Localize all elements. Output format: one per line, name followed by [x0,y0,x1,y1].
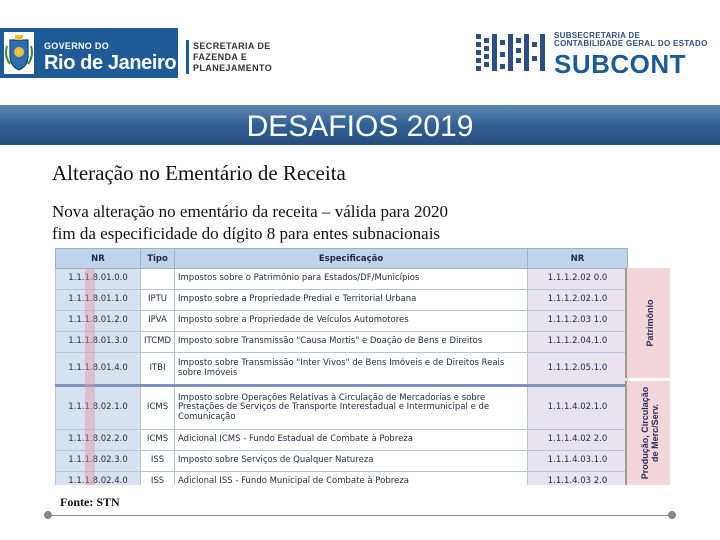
cell-especificacao: Imposto sobre Operações Relativas à Circulação de Mercadorias e sobre Prestações de Serviços de Transporte Interestadual e Intermunicipal e de Comunicação [175,386,528,430]
header-nr-new: NR [528,249,628,269]
table-row [56,311,628,332]
cell-tipo: IPTU [141,290,175,311]
secretaria-line3: PLANEJAMENTO [193,63,273,73]
secretaria-logo [186,40,276,74]
table-row [56,451,628,472]
cell-especificacao: Imposto sobre Transmissão "Inter Vivos" de Bens Imóveis e de Direitos Reais sobre Imóveis [175,353,528,386]
cell-nr: 1.1.1.8.01.1.0 [56,290,141,311]
cell-nr: 1.1.1.8.02.2.0 [56,430,141,451]
gov-label: GOVERNO DO [44,41,110,51]
cell-nr-new: 1.1.1.2.02 0.0 [528,269,628,290]
cell-nr: 1.1.1.8.02.4.0 [56,472,141,486]
cell-nr: 1.1.1.8.02.1.0 [56,386,141,430]
cell-especificacao: Adicional ICMS - Fundo Estadual de Combate à Pobreza [175,430,528,451]
cell-nr-new: 1.1.1.2.04.1.0 [528,332,628,353]
table-row [56,430,628,451]
revenue-table-figure [55,248,670,485]
source-note: Fonte: STN [60,495,120,509]
title-banner [0,105,720,145]
cell-nr-new: 1.1.1.4.02.1.0 [528,386,628,430]
subcont-wordmark: SUBCONT [554,49,687,79]
slide-title: DESAFIOS 2019 [246,110,474,143]
header-tipo: Tipo [141,249,175,269]
table-header-row [56,249,628,269]
cell-tipo: ITBI [141,353,175,386]
cell-tipo: ICMS [141,386,175,430]
coat-of-arms-icon [4,32,34,74]
secretaria-bar [186,40,189,74]
cell-especificacao: Imposto sobre a Propriedade Predial e Territorial Urbana [175,290,528,311]
slide-subtitle: Alteração no Ementário de Receita [52,161,346,185]
group-label-patrimonio [625,268,670,378]
cell-tipo: IPVA [141,311,175,332]
table-row [56,269,628,290]
group-label-producao [625,381,670,485]
cell-especificacao: Imposto sobre Transmissão "Causa Mortis" e Doação de Bens e Direitos [175,332,528,353]
digit-highlight-strip [85,268,95,485]
secretaria-line2: FAZENDA E [193,52,248,62]
cell-tipo: ITCMD [141,332,175,353]
cell-nr-new: 1.1.1.2.03 1.0 [528,311,628,332]
cell-especificacao: Imposto sobre a Propriedade de Veículos Automotores [175,311,528,332]
cell-tipo: ISS [141,472,175,486]
cell-nr: 1.1.1.8.01.3.0 [56,332,141,353]
producao-label [640,387,660,480]
gov-rj-logo [0,28,178,78]
revenue-table [55,248,628,485]
cell-nr-new: 1.1.1.4.03 2.0 [528,472,628,486]
producao-label-line1: Produção, Circulação [639,386,650,480]
header-especificacao: Especificação [175,249,528,269]
subcont-logo [474,30,720,80]
cell-especificacao: Imposto sobre Serviços de Qualquer Natureza [175,451,528,472]
table-row [56,290,628,311]
cell-nr: 1.1.1.8.01.0.0 [56,269,141,290]
producao-label-line2: de Merc/Serv. [649,404,660,462]
header [0,0,720,100]
cell-especificacao: Impostos sobre o Patrimônio para Estados/DF/Municípios [175,269,528,290]
gov-state-name: Rio de Janeiro [44,52,177,74]
table-row [56,353,628,386]
subcont-line2: CONTABILIDADE GERAL DO ESTADO [554,39,708,48]
patrimonio-label: Patrimônio [644,299,655,347]
secretaria-line1: SECRETARIA DE [193,41,271,51]
cell-nr: 1.1.1.8.01.4.0 [56,353,141,386]
subcont-line1: SUBSECRETARIA DE [554,31,641,40]
footer-dot-left [44,511,52,519]
table-row [56,386,628,430]
cell-tipo: ICMS [141,430,175,451]
table-row [56,472,628,486]
table-row [56,332,628,353]
cell-nr-new: 1.1.1.2.02.1.0 [528,290,628,311]
cell-nr-new: 1.1.1.2.05.1.0 [528,353,628,386]
footer-rule [48,515,672,516]
cell-tipo: ISS [141,451,175,472]
cell-nr: 1.1.1.8.01.2.0 [56,311,141,332]
footer-dot-right [668,511,676,519]
cell-nr: 1.1.1.8.02.3.0 [56,451,141,472]
cell-tipo [141,269,175,290]
cell-nr-new: 1.1.1.4.02 2.0 [528,430,628,451]
subcont-mark-icon [474,30,548,76]
description-line2: fim da especificidade do dígito 8 para entes subnacionais [52,224,441,243]
header-nr: NR [56,249,141,269]
cell-especificacao: Adicional ISS - Fundo Municipal de Combate à Pobreza [175,472,528,486]
cell-nr-new: 1.1.1.4.03.1.0 [528,451,628,472]
description-line1: Nova alteração no ementário da receita – válida para 2020 [52,202,448,221]
